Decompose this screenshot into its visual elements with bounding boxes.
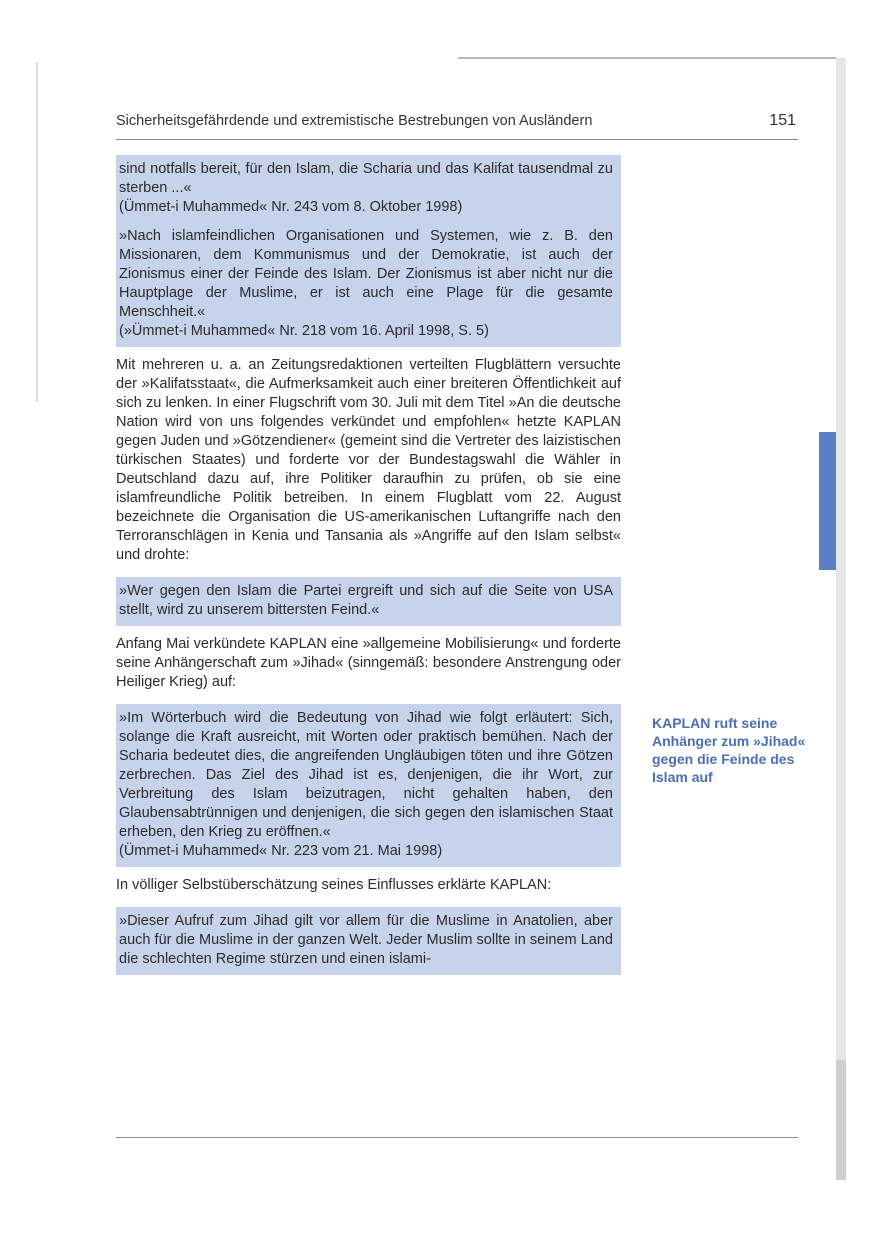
page-header xyxy=(116,113,798,140)
page-edge-shadow xyxy=(836,1060,846,1180)
quote-text: sind notfalls bereit, für den Islam, die Scharia und das Kalifat tausendmal zu sterben ...« xyxy=(119,161,613,196)
body-paragraph-1: Mit mehreren u. a. an Zeitungsredaktionen verteilten Flugblättern versuchte der »Kalifatsstaat«, die Aufmerksamkeit auch einer breiteren Öffentlichkeit auf sich zu lenken. In einer Flugschrift vom 30. Juli mit dem Titel »An die deutsche Nation wird von uns folgendes verkündet und empfohlen« hetzte KAPLAN gegen Juden und »Götzendiener« (gemeint sind die Vertreter des laizistischen türkischen Staates) und forderte vor der Bundestagswahl die Wähler in Deutschland dazu auf, ihre Politiker daraufhin zu prüfen, ob sie eine islamfreundliche Politik betreiben. In einem Flugblatt vom 22. August bezeichnete die Organisation die US-amerikanischen Luftangriffe nach den Terroranschlägen in Kenia und Tansania als »Angriffe auf den Islam selbst« und drohte: xyxy=(116,357,621,563)
quote-box-4 xyxy=(116,907,621,975)
quote-box-2 xyxy=(116,577,621,626)
quote-text: »Im Wörterbuch wird die Bedeutung von Jihad wie folgt erläutert: Sich, solange die Kraft ausreicht, mit Worten oder praktisch bemühen. Nach der Scharia bedeutet dies, die angreifenden Ungläubigen töten und ihre Götzen zerbrechen. Das Ziel des Jihad ist es, denjenigen, die ihr Wort, zur Verbreitung des Islam beizutragen, nicht gehalten haben, den Glaubensabtrünnigen und denjenigen, die sich gegen den islamischen Staat erheben, den Krieg zu eröffnen.« xyxy=(119,710,613,840)
bottom-rule xyxy=(116,1137,798,1138)
quote-text: »Dieser Aufruf zum Jihad gilt vor allem für die Muslime in Anatolien, aber auch für die Muslime in der ganzen Welt. Jeder Muslim sollte in seinem Land die schlechten Regime stürzen und einen islami- xyxy=(119,913,613,967)
quote-text: »Nach islamfeindlichen Organisationen und Systemen, wie z. B. den Missionaren, dem Kommunismus und der Demokratie, ist auch der Zionismus einer der Feinde des Islam. Der Zionismus ist aber nicht nur die Hauptplage der Muslime, er ist auch eine Plage für die gesamte Menschheit.« xyxy=(119,228,613,320)
chapter-tab xyxy=(819,432,836,570)
main-column xyxy=(116,155,621,975)
quote-citation: (Ümmet-i Muhammed« Nr. 243 vom 8. Oktober 1998) xyxy=(119,199,463,215)
body-paragraph-2: Anfang Mai verkündete KAPLAN eine »allgemeine Mobilisierung« und forderte seine Anhängerschaft zum »Jihad« (sinngemäß: besondere Anstrengung oder Heiliger Krieg) auf: xyxy=(116,636,621,690)
running-title: Sicherheitsgefährdende und extremistische Bestrebungen von Ausländern xyxy=(116,113,593,129)
paragraph-gap xyxy=(119,217,613,227)
scan-edge xyxy=(36,62,38,402)
margin-note: KAPLAN ruft seine Anhänger zum »Jihad« gegen die Feinde des Islam auf xyxy=(652,715,806,785)
quote-citation: (»Ümmet-i Muhammed« Nr. 218 vom 16. April 1998, S. 5) xyxy=(119,323,489,339)
quote-text: »Wer gegen den Islam die Partei ergreift und sich auf die Seite von USA stellt, wird zu unserem bittersten Feind.« xyxy=(119,583,613,618)
quote-citation: (Ümmet-i Muhammed« Nr. 223 vom 21. Mai 1998) xyxy=(119,843,443,859)
quote-box-1 xyxy=(116,155,621,347)
body-paragraph-3: In völliger Selbstüberschätzung seines Einflusses erklärte KAPLAN: xyxy=(116,877,552,893)
quote-box-3 xyxy=(116,704,621,867)
page-number: 151 xyxy=(769,112,796,129)
page-edge-strip xyxy=(836,58,846,1180)
top-rule xyxy=(458,57,836,59)
